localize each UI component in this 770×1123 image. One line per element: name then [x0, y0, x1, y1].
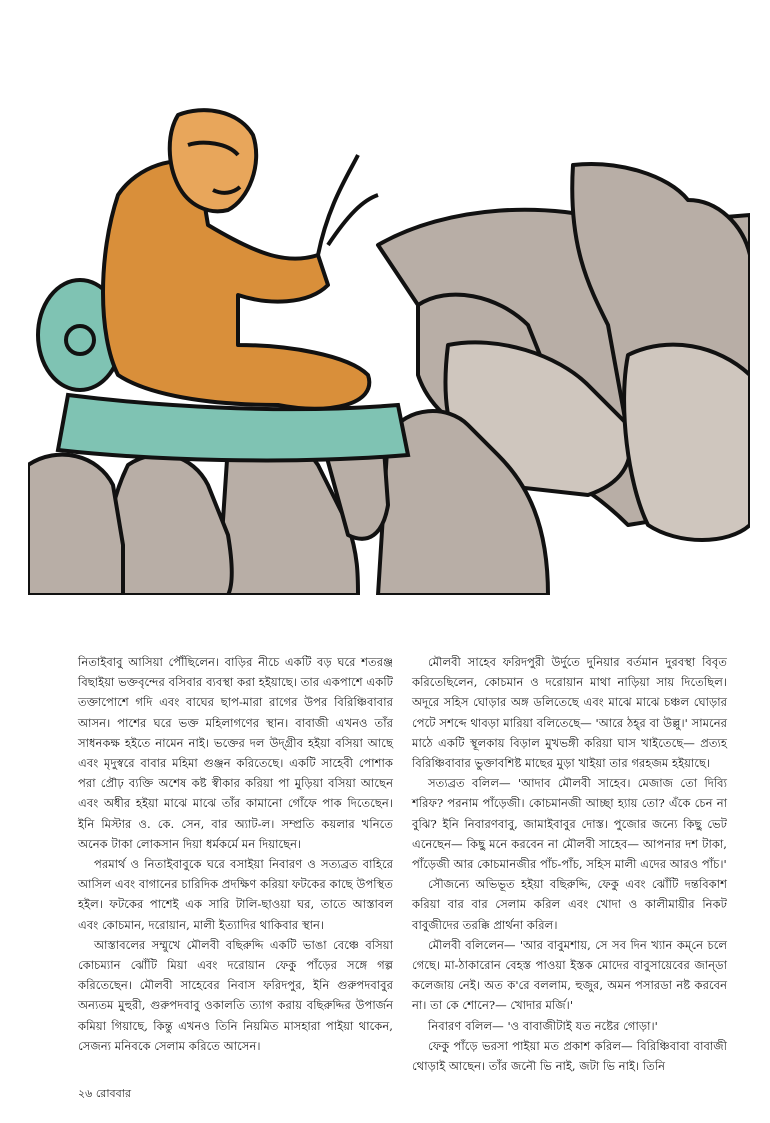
paragraph: নিতাইবাবু আসিয়া পৌঁছিলেন। বাড়ির নীচে একটি বড় ঘরে শতরঞ্জ বিছাইয়া ভক্তবৃন্দের বসিবার ব্যবস্থা করা হইয়াছে। তার একপাশে একটি তক্তাপোশে গদি এবং বাঘের ছাপ-মারা রাগের উপর বিরিঞ্চিবাবার আসন। পাশের ঘরে ভক্ত মহিলাগণের স্থান। বাবাজী এখনও তাঁর সাধনকক্ষ হইতে নামেন নাই। ভক্তের দল উদ্‌গ্রীব হইয়া বসিয়া আছে এবং মৃদুস্বরে বাবার মহিমা গুঞ্জন করিতেছে। একটি সাহেবী পোশাক পরা প্রৌঢ় ব্যক্তি অশেষ কষ্ট স্বীকার করিয়া পা মুড়িয়া বসিয়া আছেন এবং অধীর হইয়া মাঝে মাঝে তাঁর কামানো গোঁফে পাক দিতেছেন। ইনি মিস্টার ও. কে. সেন, বার অ্যাট-ল। সম্প্রতি কয়লার খনিতে অনেক টাকা লোকসান দিয়া ধর্মকর্মে মন দিয়াছেন। — [78, 655, 393, 851]
sage-and-devotees-illustration — [28, 105, 750, 595]
paragraph: আস্তাবলের সম্মুখে মৌলবী বছিরুদ্দি একটি ভাঙা বেঞ্চে বসিয়া কোচম্যান ঝোঁটি মিয়া এবং দরোয়ান ফেকু পাঁড়ের সঙ্গে গল্প করিতেছেন। মৌলবী সাহেবের নিবাস ফরিদপুর, ইনি গুরুপদবাবুর অন্যতম মুহুরী, গুরুপদবাবু ওকালতি ত্যাগ করায় বছিরুদ্দির উপার্জন কমিয়া গিয়াছে, কিন্তু এখনও তিনি নিয়মিত মাসহারা পাইয়া থাকেন, সেজন্য মনিবকে সেলাম করিতে আসেন। — [78, 937, 393, 1053]
paragraph: পরমার্থ ও নিতাইবাবুকে ঘরে বসাইয়া নিবারণ ও সত্যব্রত বাহিরে আসিল এবং বাগানের চারিদিক প্রদক্ষিণ করিয়া ফটকের কাছে উপস্থিত হইল। ফটকের পাশেই এক সারি টালি-ছাওয়া ঘর, তাতে আস্তাবল এবং কোচমান, দরোয়ান, মালী ইত্যাদির থাকিবার স্থান। — [78, 857, 393, 932]
paragraph: সৌজন্যে অভিভূত হইয়া বছিরুদ্দি, ফেকু এবং ঝোঁটি দন্তবিকাশ করিয়া বার বার সেলাম করিল এবং খোদা ও কালীমায়ীর নিকট বাবুজীদের তরক্কি প্রার্থনা করিল। — [412, 877, 727, 932]
paragraph: মৌলবী বলিলেন— 'আর বাবুমশায়, সে সব দিন খ্যান কম্‌নে চলে গেছে। মা-ঠাকারোন বেহস্ত পাওয়া ইস্তক মোদের বাবুসায়েবের জান্‌ডা কলেজায় নেই। অত ক'রে বললাম, হুজুর, অমন পসারডা নষ্ট করবেন না। তা কে শোনে?— খোদার মর্জি।' — [412, 937, 727, 1013]
magazine-name: রোববার — [95, 1087, 132, 1100]
paragraph: মৌলবী সাহেব ফরিদপুরী উর্দুতে দুনিয়ার বর্তমান দুরবস্থা বিবৃত করিতেছিলেন, কোচমান ও দরোয়ান মাথা নাড়িয়া সায় দিতেছিল। অদূরে সহিস ঘোড়ার অঙ্গ ডলিতেছে এবং মাঝে মাঝে চঞ্চল ঘোড়ার পেটে সশব্দে থাবড়া মারিয়া বলিতেছে— 'আরে ঠহ্‌র বা উল্লু।' সামনের মাঠে একটি স্থূলকায় বিড়াল মুখভঙ্গী করিয়া ঘাস খাইতেছে— প্রত্যহ বিরিঞ্চিবাবার ভুক্তাবশিষ্ট মাছের মুড়া খাইয়া তার গরহজম হইয়াছে। — [412, 655, 727, 771]
paragraph: নিবারণ বলিল— 'ও বাবাজীটাই যত নষ্টের গোড়া।' — [428, 1018, 658, 1033]
left-text-column — [78, 652, 393, 1056]
paragraph: ফেকু পাঁড়ে ভরসা পাইয়া মত প্রকাশ করিল— বিরিঞ্চিবাবা বাবাজী থোড়াই আছেন। তাঁর জনৌ ভি নাই, জটা ভি নাই। তিনি — [412, 1038, 727, 1074]
page-number: ২৬ — [78, 1087, 93, 1100]
page-footer — [78, 1085, 131, 1104]
illustration — [28, 105, 750, 595]
sage-icon — [103, 110, 378, 409]
paragraph: সত্যব্রত বলিল— 'আদাব মৌলবী সাহেব। মেজাজ তো দিব্যি শরিফ? পরনাম পাঁড়েজী। কোচমানজী আচ্ছা হ্যায় তো? এঁকে চেন না বুঝি? ইনি নিবারণবাবু, জামাইবাবুর দোস্ত। পুজোর জন্যে কিছু ভেট এনেছেন— কিছু মনে করবেন না মৌলবী সাহেব— আপনার দশ টাকা, পাঁড়েজী আর কোচমানজীর পাঁচ-পাঁচ, সহিস মালী এদের আরও পাঁচ।' — [412, 776, 727, 872]
right-text-column — [412, 652, 727, 1076]
